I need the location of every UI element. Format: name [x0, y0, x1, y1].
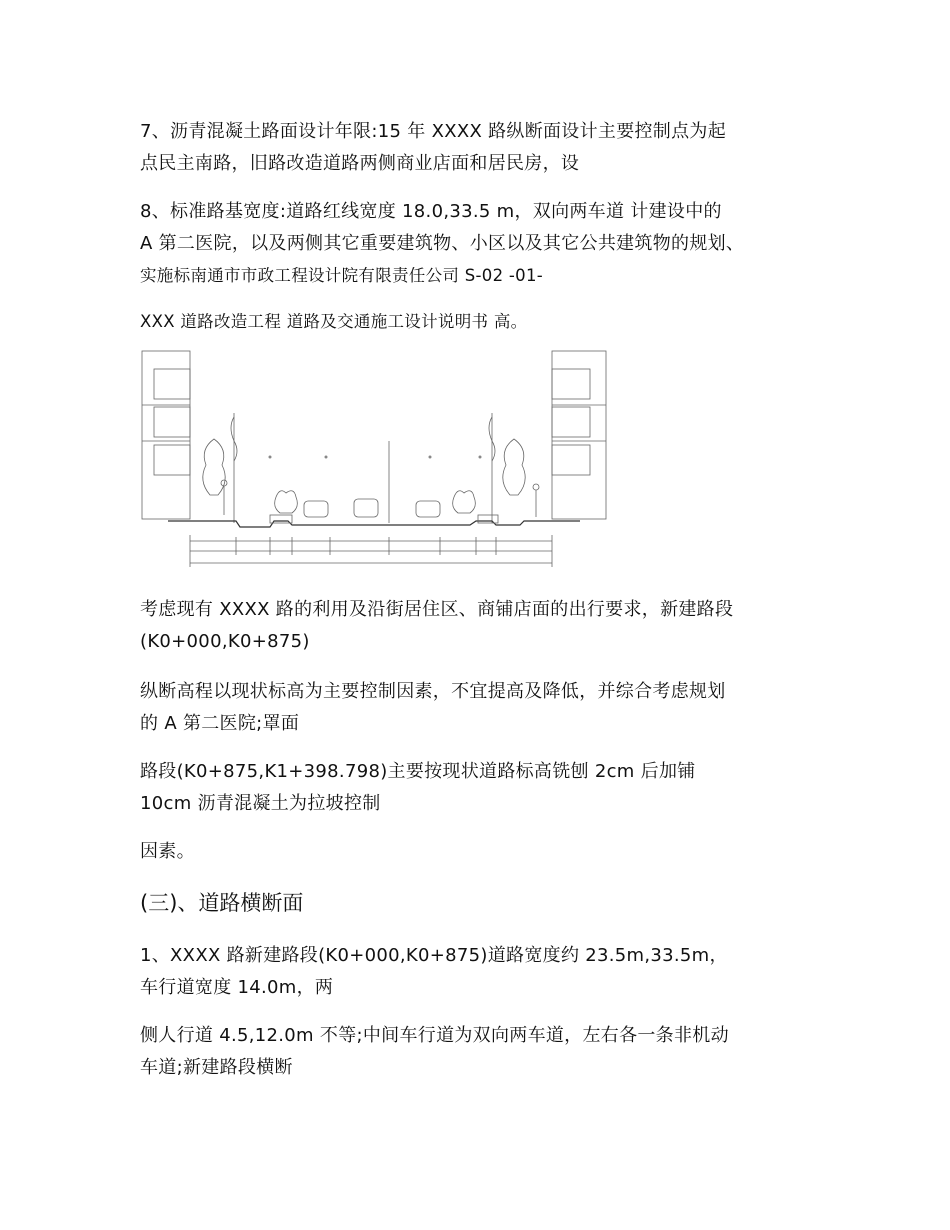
section-heading: (三)、道路横断面 — [140, 891, 304, 915]
paragraph-overlay-section: 路段(K0+875,K1+398.798)主要按现状道路标高铣刨 2cm 后加铺 10cm 沥青混凝土为拉坡控制 — [140, 761, 696, 814]
paragraph-sidewalk: 侧人行道 4.5,12.0m 不等;中间车行道为双向两车道，左右各一条非机动 车道;新建路段横断 — [140, 1025, 729, 1078]
paragraph-8: 8、标准路基宽度:道路红线宽度 18.0,33.5 m，双向两车道 计建设中的 A 第二医院，以及两侧其它重要建筑物、小区以及其它公共建筑物的规划、 实施标南通市市政工程设计院有限责任公司 S-02 -01- — [140, 201, 745, 285]
paragraph-consider: 考虑现有 XXXX 路的利用及沿街居住区、商铺店面的出行要求，新建路段 (K0+000,K0+875) — [140, 599, 734, 652]
paragraph-7: 7、沥青混凝土路面设计年限:15 年 XXXX 路纵断面设计主要控制点为起 点民主南路，旧路改造道路两侧商业店面和居民房，设 — [140, 121, 727, 174]
paragraph-elevation: 纵断高程以现状标高为主要控制因素，不宜提高及降低，并综合考虑规划 的 A 第二医院;罩面 — [140, 681, 726, 734]
cross-section-figure — [140, 345, 610, 573]
paragraph-new-section: 1、XXXX 路新建路段(K0+000,K0+875)道路宽度约 23.5m,33.5m， 车行道宽度 14.0m，两 — [140, 945, 728, 998]
paragraph-factor: 因素。 — [140, 841, 195, 862]
paragraph-title-line: XXX 道路改造工程 道路及交通施工设计说明书 高。 — [140, 312, 528, 331]
road-cross-section-drawing-icon — [140, 345, 610, 573]
